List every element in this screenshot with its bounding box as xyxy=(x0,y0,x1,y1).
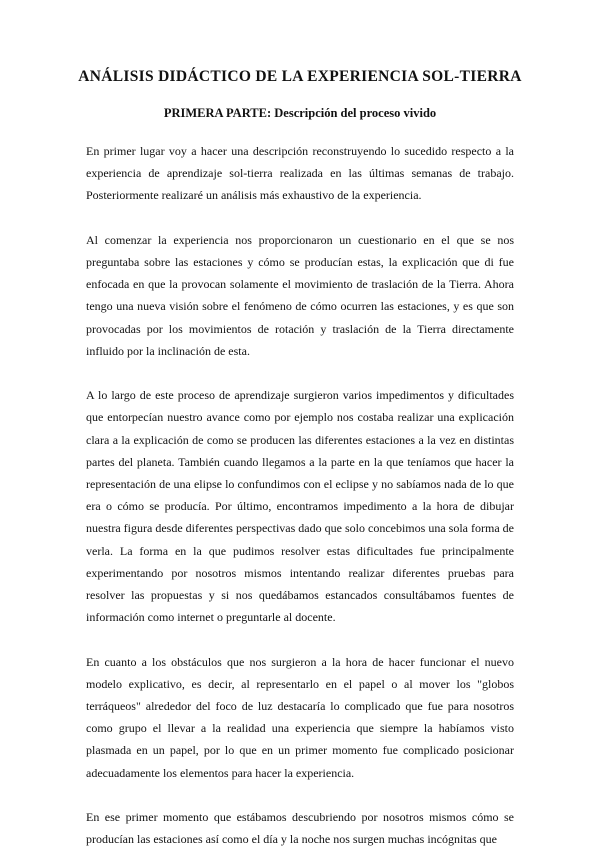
section-subtitle: PRIMERA PARTE: Descripción del proceso vivido xyxy=(163,106,437,120)
document-body xyxy=(86,140,514,850)
document-title: ANÁLISIS DIDÁCTICO DE LA EXPERIENCIA SOL-TIERRA xyxy=(78,68,522,85)
paragraph-difficulties: A lo largo de este proceso de aprendizaje surgieron varios impedimentos y dificultades que entorpecían nuestro avance como por ejemplo nos costaba realizar una explicación clara a la explicación de como se producen las diferentes estaciones a la vez en distintas partes del planeta. También cuando llegamos a la parte en la que teníamos que hacer la representación de una elipse lo confundimos con el eclipse y no sabíamos nada de lo que era o cómo se producía. Por último, encontramos impedimento a la hora de dibujar nuestra figura desde diferentes perspectivas dado que solo concebimos una sola forma de verla. La forma en la que pudimos resolver estas dificultades fue principalmente experimentando por nosotros mismos intentando realizar diferentes pruebas para resolver las propuestas y si nos quedábamos estancados consultábamos fuentes de información como internet o preguntarle al docente. xyxy=(86,388,514,625)
paragraph-obstacles: En cuanto a los obstáculos que nos surgieron a la hora de hacer funcionar el nuevo modelo explicativo, es decir, al representarlo en el papel o al mover los "globos terráqueos" alrededor del foco de luz destacaría lo complicado que fue para nosotros como grupo el llevar a la realidad una experiencia que siempre la habíamos visto plasmada en un papel, por lo que en un primer momento fue complicado posicionar adecuadamente los elementos para hacer la experiencia. xyxy=(86,654,514,780)
paragraph-intro: En primer lugar voy a hacer una descripción reconstruyendo lo sucedido respecto a la experiencia de aprendizaje sol-tierra realizada en las últimas semanas de trabajo. Posteriormente realizaré un análisis más exhaustivo de la experiencia. xyxy=(86,144,514,203)
paragraph-initial-questionnaire: Al comenzar la experiencia nos proporcionaron un cuestionario en el que se nos preguntaba sobre las estaciones y cómo se producían estas, la explicación que di fue enfocada en que la provocan solamente el movimiento de traslación de la Tierra. Ahora tengo una nueva visión sobre el fenómeno de cómo ocurren las estaciones, y es que son provocadas por los movimientos de rotación y traslación de la Tierra directamente influido por la inclinación de esta. xyxy=(86,232,514,358)
paragraph-first-moment: En ese primer momento que estábamos descubriendo por nosotros mismos cómo se producían las estaciones así como el día y la noche nos surgen muchas incógnitas que xyxy=(86,810,514,847)
